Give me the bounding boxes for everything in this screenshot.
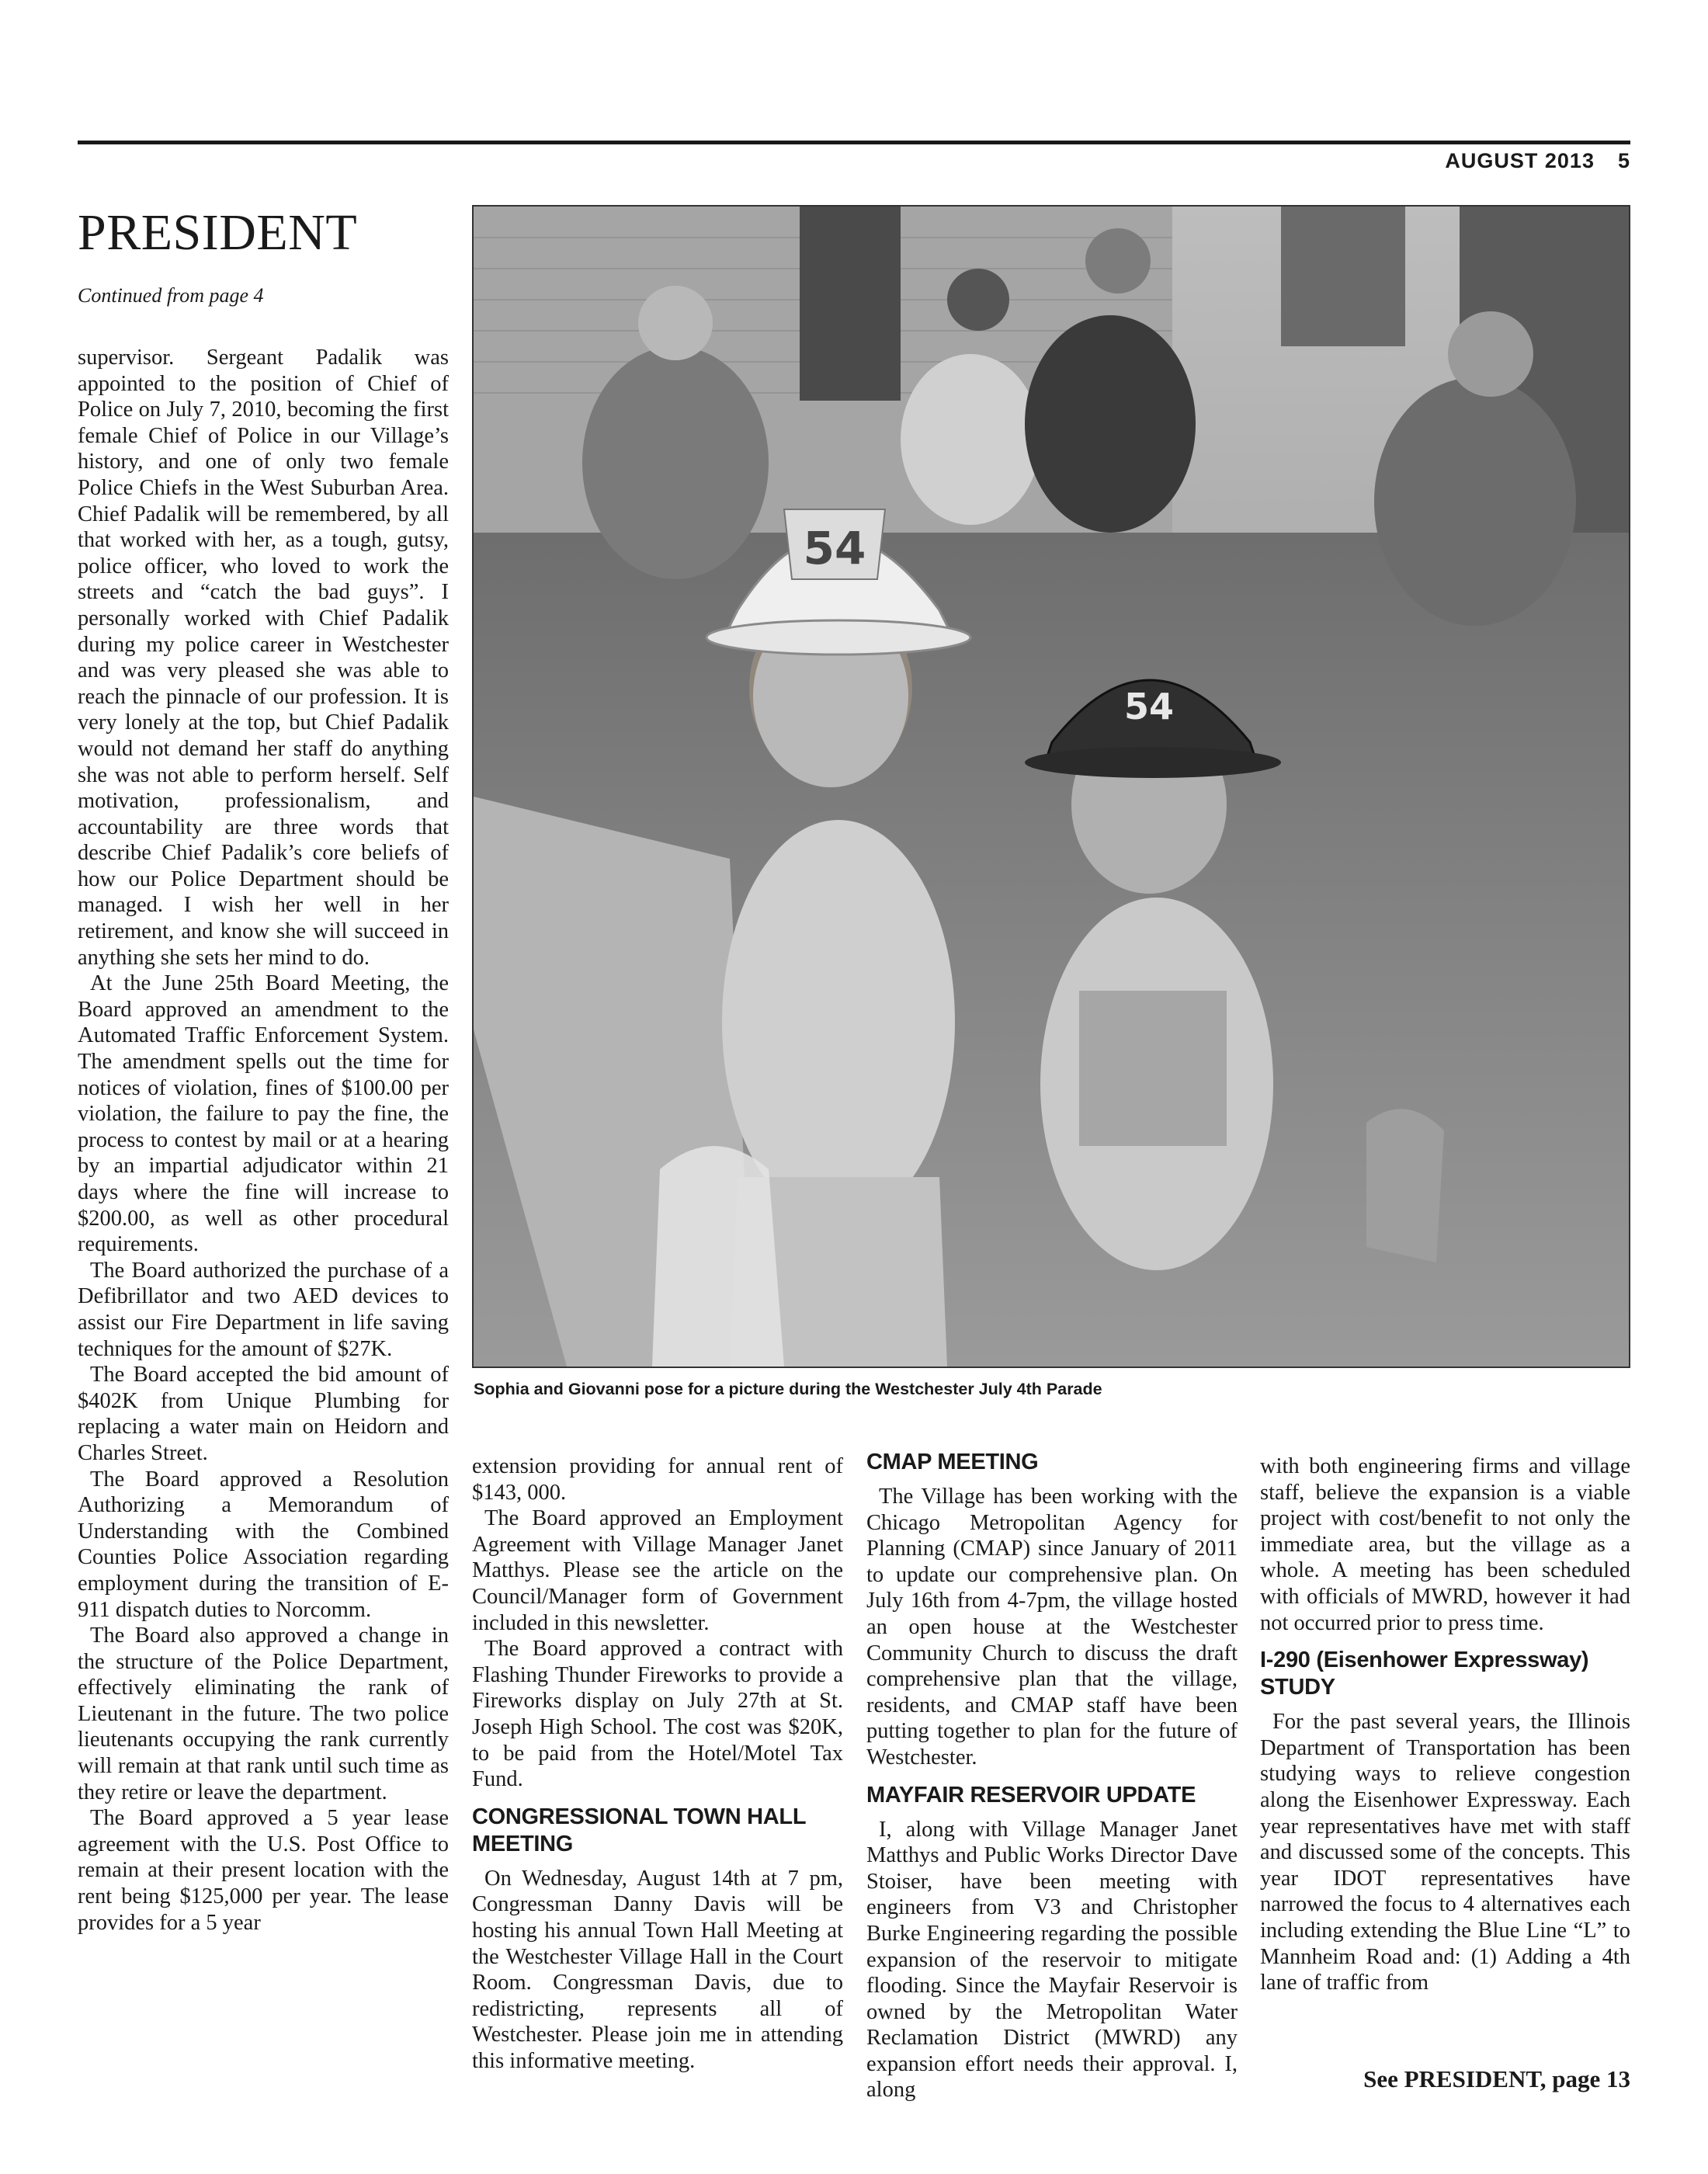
article-column-3 xyxy=(866,1449,1238,2103)
continued-on-link: See PRESIDENT, page 13 xyxy=(1363,2065,1630,2092)
section-heading: MAYFAIR RESERVOIR UPDATE xyxy=(866,1782,1196,1808)
section-heading: CONGRESSIONAL TOWN HALL MEETING xyxy=(472,1804,806,1856)
paragraph: The Board approved a Resolution Authorizing a Memorandum of Understanding with the Combined Counties Police Association regarding employment during the transition of E-911 dispatch duties to Norcomm. xyxy=(78,1467,449,1622)
section-heading: I-290 (Eisenhower Expressway) STUDY xyxy=(1260,1648,1589,1700)
paragraph: The Board accepted the bid amount of $402K from Unique Plumbing for replacing a water main on Heidorn and Charles Street. xyxy=(78,1363,449,1465)
header-rule xyxy=(78,141,1630,144)
issue-date: AUGUST 2013 xyxy=(1445,149,1595,172)
issue-header xyxy=(1445,149,1630,173)
article-column-4 xyxy=(1260,1453,1630,1996)
paragraph: supervisor. Sergeant Padalik was appointed to the position of Chief of Police on July 7, 2010, becoming the first female Chief of Police in our Village’s history, and one of only two female Police Chiefs in the West Suburban Area. Chief Padalik will be remembered, by all that worked with her, as a tough, gutsy, police officer, who loved to work the streets and “catch the bad guys”. I personally worked with Chief Padalik during my police career in Westchester and was very pleased she was able to reach the pinnacle of our profession. It is very lonely at the top, but Chief Padalik would not demand her staff do anything she was not able to perform herself. Self motivation, professionalism, and accountability are three words that describe Chief Padalik’s core beliefs of how our Police Department should be managed. I wish her well in her retirement, and know she will succeed in anything she sets her mind to do. xyxy=(78,346,449,970)
paragraph: The Board approved a 5 year lease agreement with the U.S. Post Office to remain at their present location with the rent being $125,000 per year. The lease provides for a 5 year xyxy=(78,1806,449,1935)
continued-note: Continued from page 4 xyxy=(78,284,264,307)
helmet-number-girl: 54 xyxy=(803,522,866,575)
paragraph: I, along with Village Manager Janet Matthys and Public Works Director Dave Stoiser, have been meeting with engineers from V3 and Christopher Burke Engineering regarding the possible expansion of the reservoir to mitigate flooding. Since the Mayfair Reservoir is owned by the Metropolitan Water Reclamation District (MWRD) any expansion effort needs their approval. I, along xyxy=(866,1817,1238,2103)
page-number: 5 xyxy=(1617,149,1630,172)
paragraph: The Board authorized the purchase of a Defibrillator and two AED devices to assist our Fire Department in life saving techniques for the amount of $27K. xyxy=(78,1258,449,1361)
article-headline: PRESIDENT xyxy=(78,204,358,261)
article-column-2 xyxy=(472,1453,843,2074)
paragraph: At the June 25th Board Meeting, the Board approved an amendment to the Automated Traffic Enforcement System. The amendment spells out the time for notices of violation, fines of $100.00 per violation, the failure to pay the fine, the process to contest by mail or at a hearing by an impartial adjudicator within 21 days where the fine will increase to $200.00, as well as other procedural requirements. xyxy=(78,971,449,1257)
parade-photo xyxy=(472,205,1630,1368)
paragraph: The Board approved a contract with Flashing Thunder Fireworks to provide a Fireworks display on July 27th at St. Joseph High School. The cost was $20K, to be paid from the Hotel/Motel Tax Fund. xyxy=(472,1637,843,1792)
helmet-number-boy: 54 xyxy=(1123,686,1175,728)
paragraph: On Wednesday, August 14th at 7 pm, Congressman Danny Davis will be hosting his annual Town Hall Meeting at the Westchester Village Hall in the Court Room. Congressman Davis, due to redistricting, represents all of Westchester. Please join me in attending this informative meeting. xyxy=(472,1866,843,2073)
paragraph: extension providing for annual rent of $143, 000. xyxy=(472,1454,843,1505)
paragraph: The Board also approved a change in the structure of the Police Department, effectively eliminating the rank of Lieutenant in the future. The two police lieutenants occupying the rank currently will remain at that rank until such time as they retire or leave the department. xyxy=(78,1624,449,1804)
paragraph: For the past several years, the Illinois Department of Transportation has been studying ways to relieve congestion along the Eisenhower Expressway. Each year representatives have met with staff and discussed some of the concepts. This year IDOT representatives have narrowed the focus to 4 alternatives each including extending the Blue Line “L” to Mannheim Road and: (1) Adding a 4th lane of traffic from xyxy=(1260,1710,1630,1995)
paragraph: The Board approved an Employment Agreement with Village Manager Janet Matthys. Please see the article on the Council/Manager form of Government included in this newsletter. xyxy=(472,1506,843,1635)
paragraph: with both engineering firms and village staff, believe the expansion is a viable project with cost/benefit to not only the immediate area, but the village as a whole. A meeting has been scheduled with officials of MWRD, however it had not occurred prior to press time. xyxy=(1260,1454,1630,1635)
section-heading: CMAP MEETING xyxy=(866,1450,1039,1474)
photo-caption: Sophia and Giovanni pose for a picture during the Westchester July 4th Parade xyxy=(474,1380,1102,1398)
article-column-1 xyxy=(78,345,449,1936)
paragraph: The Village has been working with the Chicago Metropolitan Agency for Planning (CMAP) since January of 2011 to update our comprehensive plan. On July 16th from 4-7pm, the village hosted an open house at the Westchester Community Church to discuss the draft comprehensive plan that the village, residents, and CMAP staff have been putting together to plan for the future of Westchester. xyxy=(866,1485,1238,1769)
